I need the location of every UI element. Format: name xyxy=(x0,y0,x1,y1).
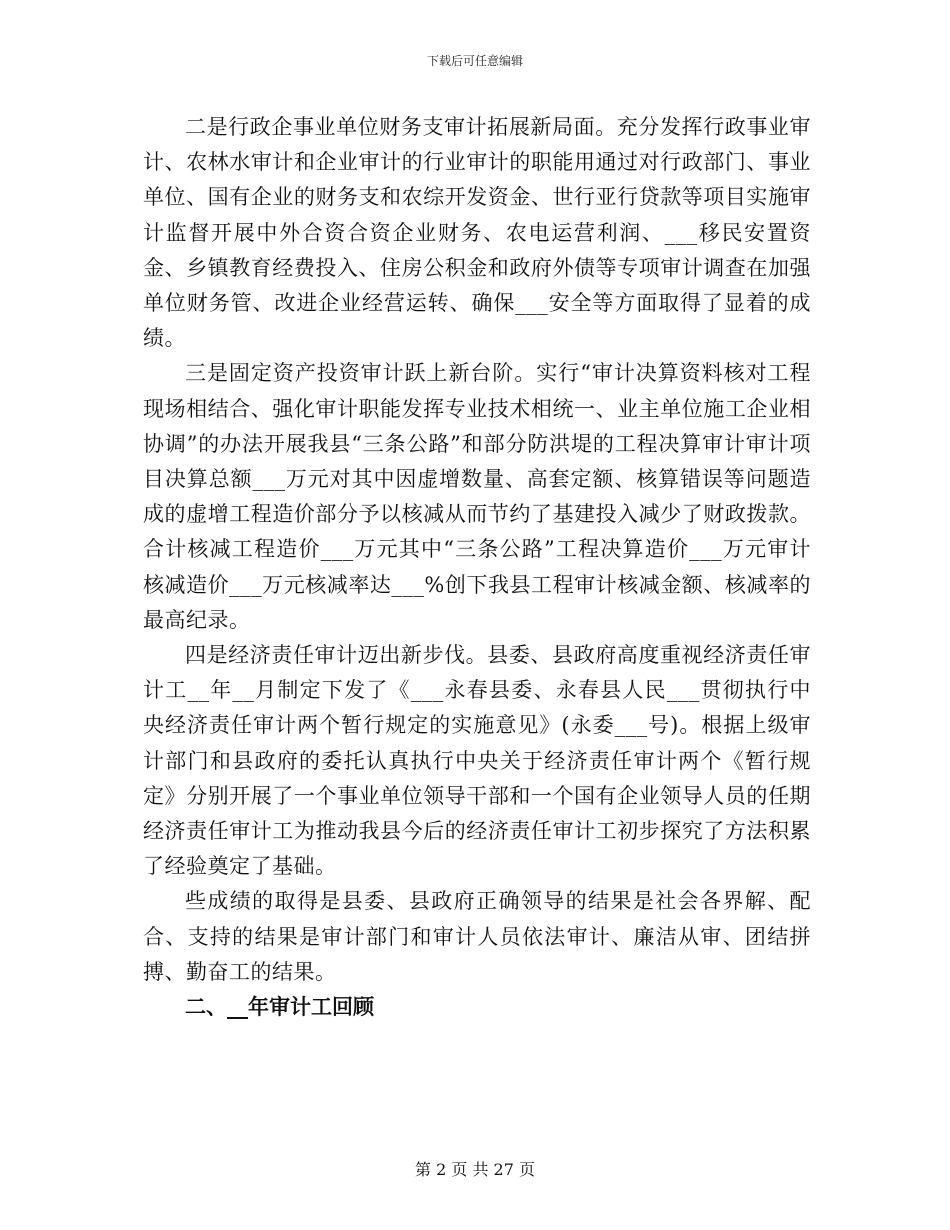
page-number-footer: 第 2 页 共 27 页 xyxy=(415,1160,535,1179)
paragraph-economic-responsibility-audit: 四是经济责任审计迈出新步伐。县委、县政府高度重视经济责任审计工__年__月制定下发了《___永春县委、永春县人民___贯彻执行中央经济责任审计两个暂行规定的实施意见》(永委___号)。根据上级审计部门和县政府的委托认真执行中央关于经济责任审计两个《暂行规定》分别开展了一个事业单位领导干部和一个国有企业领导人员的任期经济责任审计工为推动我县今后的经济责任审计工初步探究了方法积累了经验奠定了基础。 xyxy=(143,643,811,879)
section-heading: 二、__年审计工回顾 xyxy=(185,995,374,1020)
page-header: 下载后可任意编辑 xyxy=(426,54,523,68)
paragraph-achievements-summary: 些成绩的取得是县委、县政府正确领导的结果是社会各界解、配合、支持的结果是审计部门和审计人员依法审计、廉洁从审、团结拼搏、勤奋工的结果。 xyxy=(143,889,811,984)
paragraph-fixed-asset-audit: 三是固定资产投资审计跃上新台阶。实行“审计决算资料核对工程现场相结合、强化审计职能发挥专业技术相统一、业主单位施工企业相协调”的办法开展我县“三条公路”和部分防洪堤的工程决算审计审计项目决算总额___万元对其中因虚增数量、高套定额、核算错误等问题造成的虚增工程造价部分予以核减从而节约了基建投入减少了财政拨款。合计核减工程造价___万元其中“三条公路”工程决算造价___万元审计核减造价___万元核减率达___%创下我县工程审计核减金额、核减率的最高纪录。 xyxy=(143,361,811,632)
paragraph-financial-audit: 二是行政企事业单位财务支审计拓展新局面。充分发挥行政事业审计、农林水审计和企业审计的行业审计的职能用通过对行政部门、事业单位、国有企业的财务支和农综开发资金、世行亚行贷款等项目实施审计监督开展中外合资合资企业财务、农电运营利润、___移民安置资金、乡镇教育经费投入、住房公积金和政府外债等专项审计调查在加强单位财务管、改进企业经营运转、确保___安全等方面取得了显着的成绩。 xyxy=(143,115,811,351)
document-body xyxy=(143,110,811,1025)
